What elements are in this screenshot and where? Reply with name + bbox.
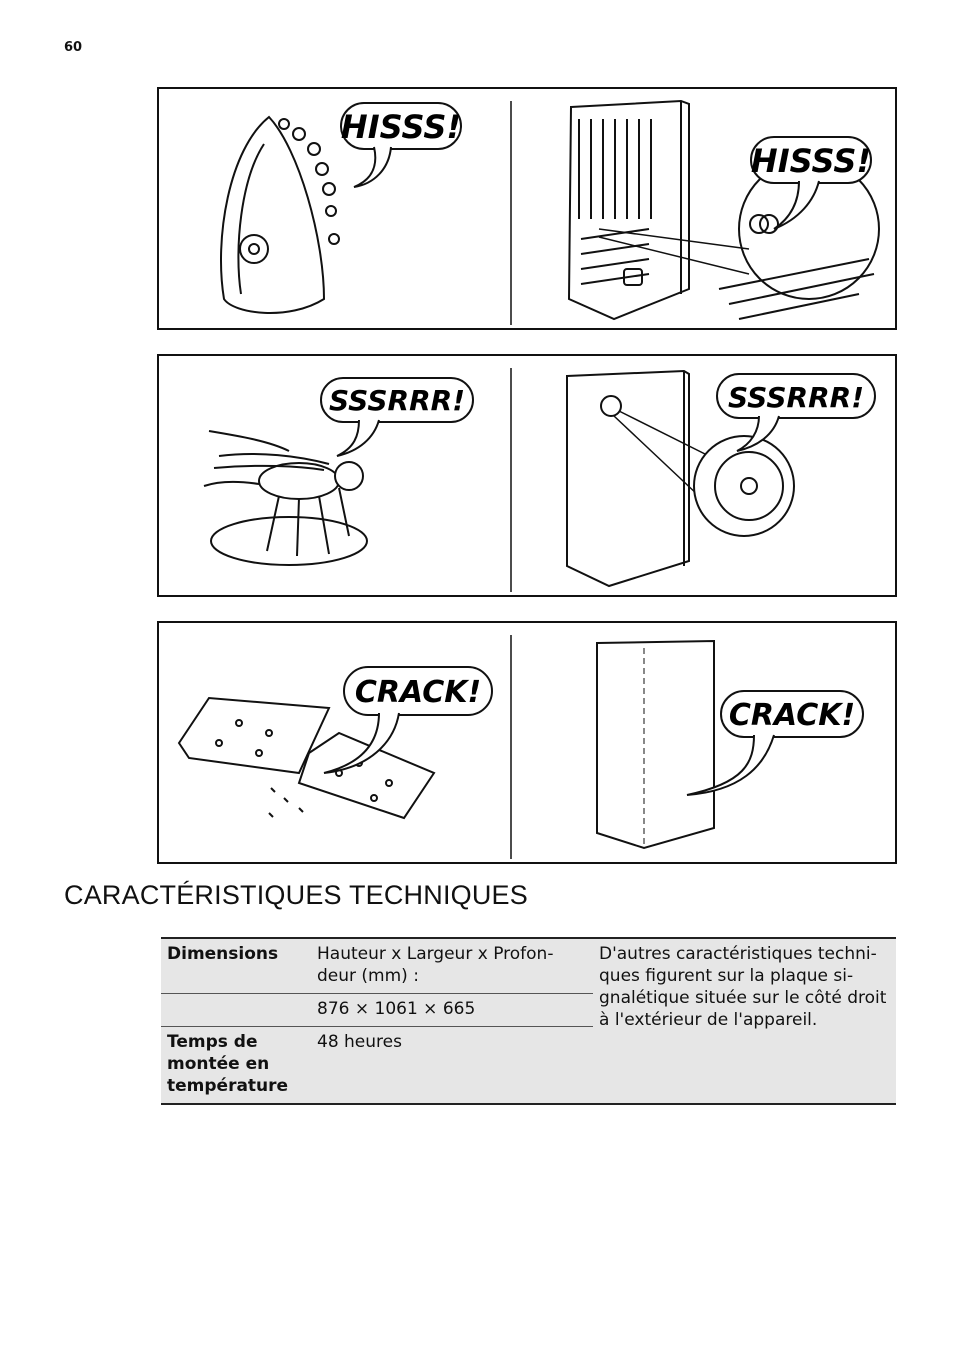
buzz-text-right: SSSRRR!: [728, 381, 864, 414]
steam-iron-drawing: [221, 117, 339, 313]
technical-specs-table: [161, 937, 896, 1105]
dimensions-value: 876 × 1061 × 665: [311, 994, 593, 1027]
table-row: [161, 938, 896, 994]
page-number: 60: [64, 40, 83, 55]
rise-time-label: Temps de montée en température: [161, 1027, 311, 1105]
section-title: CARACTÉRISTIQUES TECHNIQUES: [64, 880, 528, 910]
fan-zoom-circle: [694, 436, 794, 536]
buzz-illustration: [159, 356, 899, 599]
illustration-panel-hiss: [157, 87, 897, 330]
crack-illustration: [159, 623, 899, 866]
buzz-text-left: SSSRRR!: [329, 384, 465, 417]
empty-cell: [161, 994, 311, 1027]
hiss-text-right: HISSS!: [750, 142, 872, 180]
rating-plate-note: D'autres caractéristiques techni-ques figurent sur la plaque si-gnalétique située sur le côté droit à l'extérieur de l'appareil.: [593, 938, 896, 1104]
fridge-fan-drawing: [567, 371, 689, 586]
buzz-bubble-left: [321, 378, 473, 456]
crack-text-left: CRACK!: [354, 675, 482, 710]
fridge-back-drawing: [569, 101, 689, 319]
illustration-panel-buzz: [157, 354, 897, 597]
dimensions-description: Hauteur x Largeur x Profon-deur (mm) :: [311, 938, 593, 994]
rise-time-value: 48 heures: [311, 1027, 593, 1105]
fridge-front-drawing: [597, 641, 714, 848]
illustration-panel-crack: [157, 621, 897, 864]
crack-text-right: CRACK!: [728, 698, 856, 733]
dimensions-label: Dimensions: [161, 938, 311, 994]
hiss-text-left: HISSS!: [340, 108, 462, 146]
fly-drawing: [204, 431, 367, 565]
hiss-bubble-left: [341, 103, 461, 187]
hiss-illustration: [159, 89, 899, 332]
